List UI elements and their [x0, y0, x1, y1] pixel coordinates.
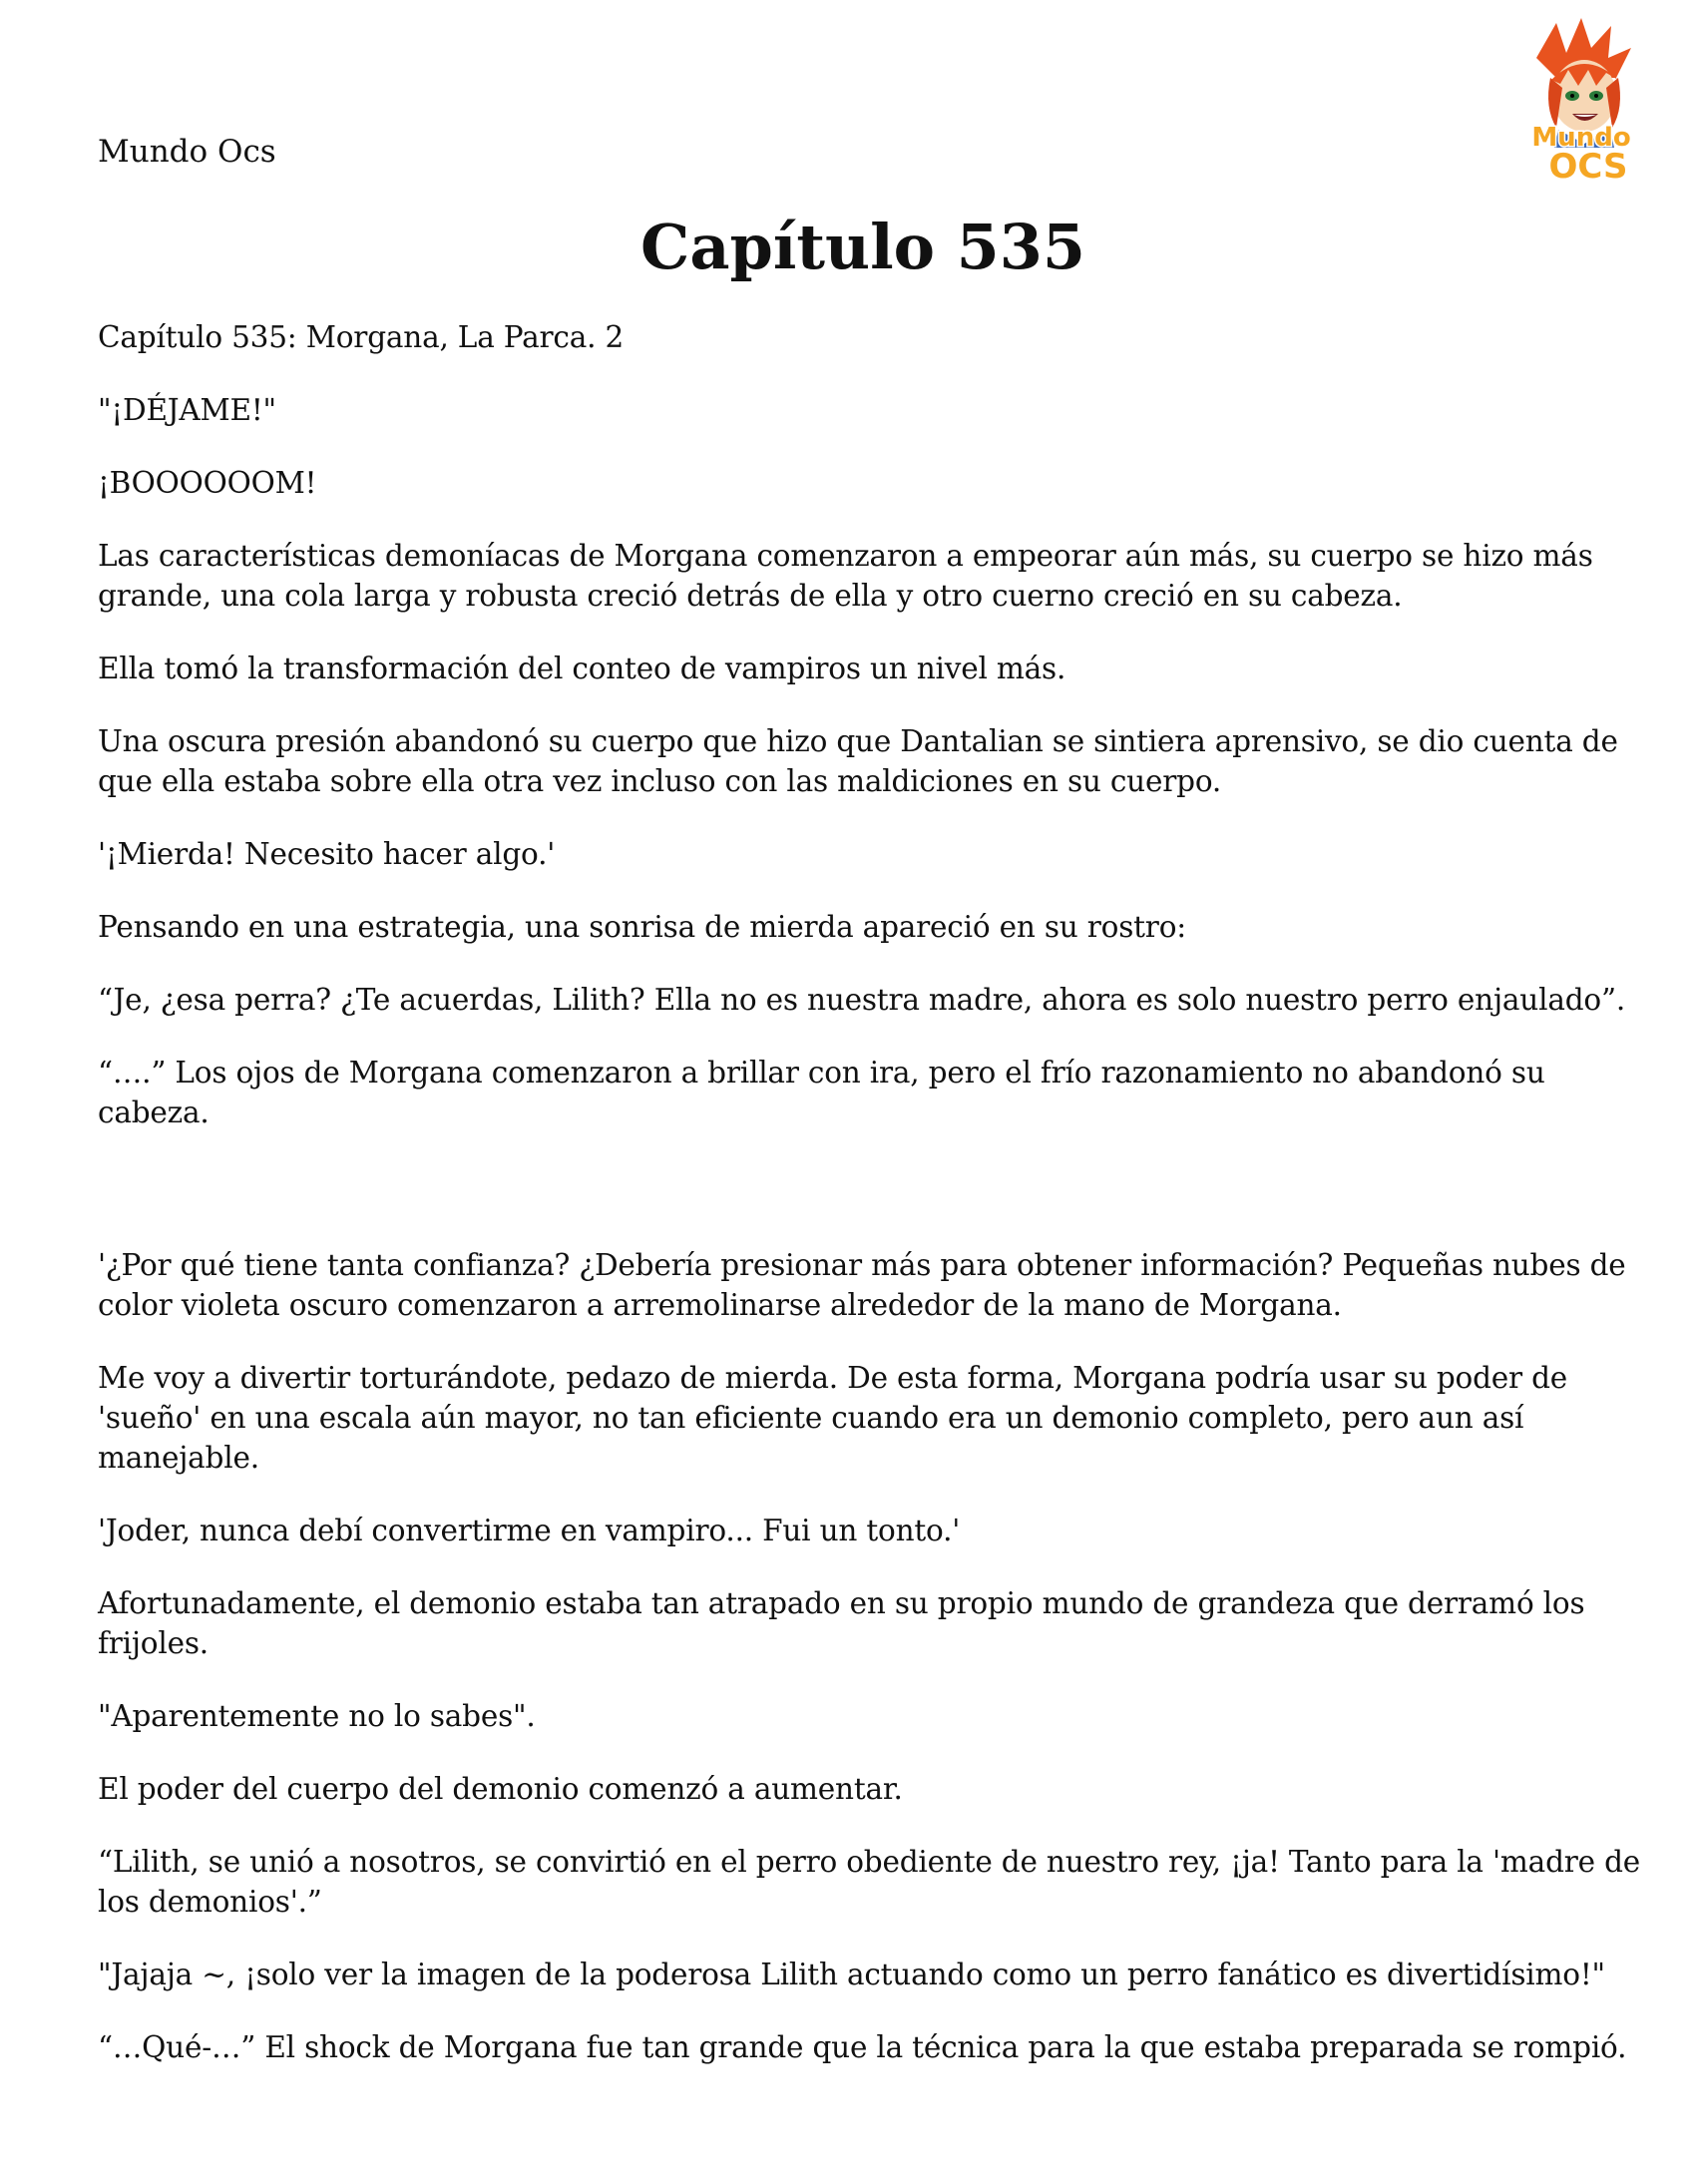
section-break: [98, 1165, 1654, 1245]
paragraph: "Jajaja ~, ¡solo ver la imagen de la poderosa Lilith actuando como un perro fanático es divertidísimo!": [98, 1958, 1605, 1991]
paragraph: Las características demoníacas de Morgana comenzaron a empeorar aún más, su cuerpo se hizo más grande, una cola larga y robusta creció detrás de ella y otro cuerno creció en su cabeza.: [98, 539, 1593, 613]
paragraph: Pensando en una estrategia, una sonrisa de mierda apareció en su rostro:: [98, 910, 1187, 944]
chapter-body: [98, 317, 1654, 2100]
paragraph: Una oscura presión abandonó su cuerpo que hizo que Dantalian se sintiera aprensivo, se dio cuenta de que ella estaba sobre ella otra vez incluso con las maldiciones en su cuerpo.: [98, 724, 1618, 798]
paragraph: '¿Por qué tiene tanta confianza? ¿Debería presionar más para obtener información? Pequeñas nubes de color violeta oscuro comenzaron a arremolinarse alrededor de la mano de Morgana.: [98, 1248, 1626, 1322]
paragraph: “Je, ¿esa perra? ¿Te acuerdas, Lilith? Ella no es nuestra madre, ahora es solo nuestro perro enjaulado”.: [98, 983, 1626, 1017]
paragraph: Ella tomó la transformación del conteo de vampiros un nivel más.: [98, 652, 1066, 685]
site-name: Mundo Ocs: [98, 134, 276, 170]
mundo-ocs-logo: [1496, 18, 1666, 188]
paragraph: Capítulo 535: Morgana, La Parca. 2: [98, 320, 625, 354]
paragraph: “….” Los ojos de Morgana comenzaron a brillar con ira, pero el frío razonamiento no abandonó su cabeza.: [98, 1056, 1545, 1129]
paragraph: 'Joder, nunca debí convertirme en vampiro... Fui un tonto.': [98, 1514, 961, 1547]
paragraph: “Lilith, se unió a nosotros, se convirtió en el perro obediente de nuestro rey, ¡ja! Tanto para la 'madre de los demonios'.”: [98, 1845, 1641, 1919]
svg-text:OCS: OCS: [1548, 147, 1628, 187]
chapter-title: Capítulo 535: [639, 211, 1086, 283]
paragraph: Afortunadamente, el demonio estaba tan atrapado en su propio mundo de grandeza que derramó los frijoles.: [98, 1586, 1585, 1660]
paragraph: '¡Mierda! Necesito hacer algo.': [98, 837, 556, 871]
paragraph: "¡DÉJAME!": [98, 393, 276, 427]
paragraph: ¡BOOOOOOM!: [98, 466, 317, 500]
logo-mascot-icon: [1496, 18, 1666, 188]
paragraph: "Aparentemente no lo sabes".: [98, 1699, 536, 1733]
paragraph: El poder del cuerpo del demonio comenzó a aumentar.: [98, 1772, 903, 1806]
paragraph: Me voy a divertir torturándote, pedazo de mierda. De esta forma, Morgana podría usar su poder de 'sueño' en una escala aún mayor, no tan eficiente cuando era un demonio completo, pero aun así manejable.: [98, 1361, 1568, 1475]
paragraph: “…Qué-…” El shock de Morgana fue tan grande que la técnica para la que estaba preparada se rompió.: [98, 2030, 1627, 2064]
svg-text:Mundo: Mundo: [1531, 123, 1631, 153]
